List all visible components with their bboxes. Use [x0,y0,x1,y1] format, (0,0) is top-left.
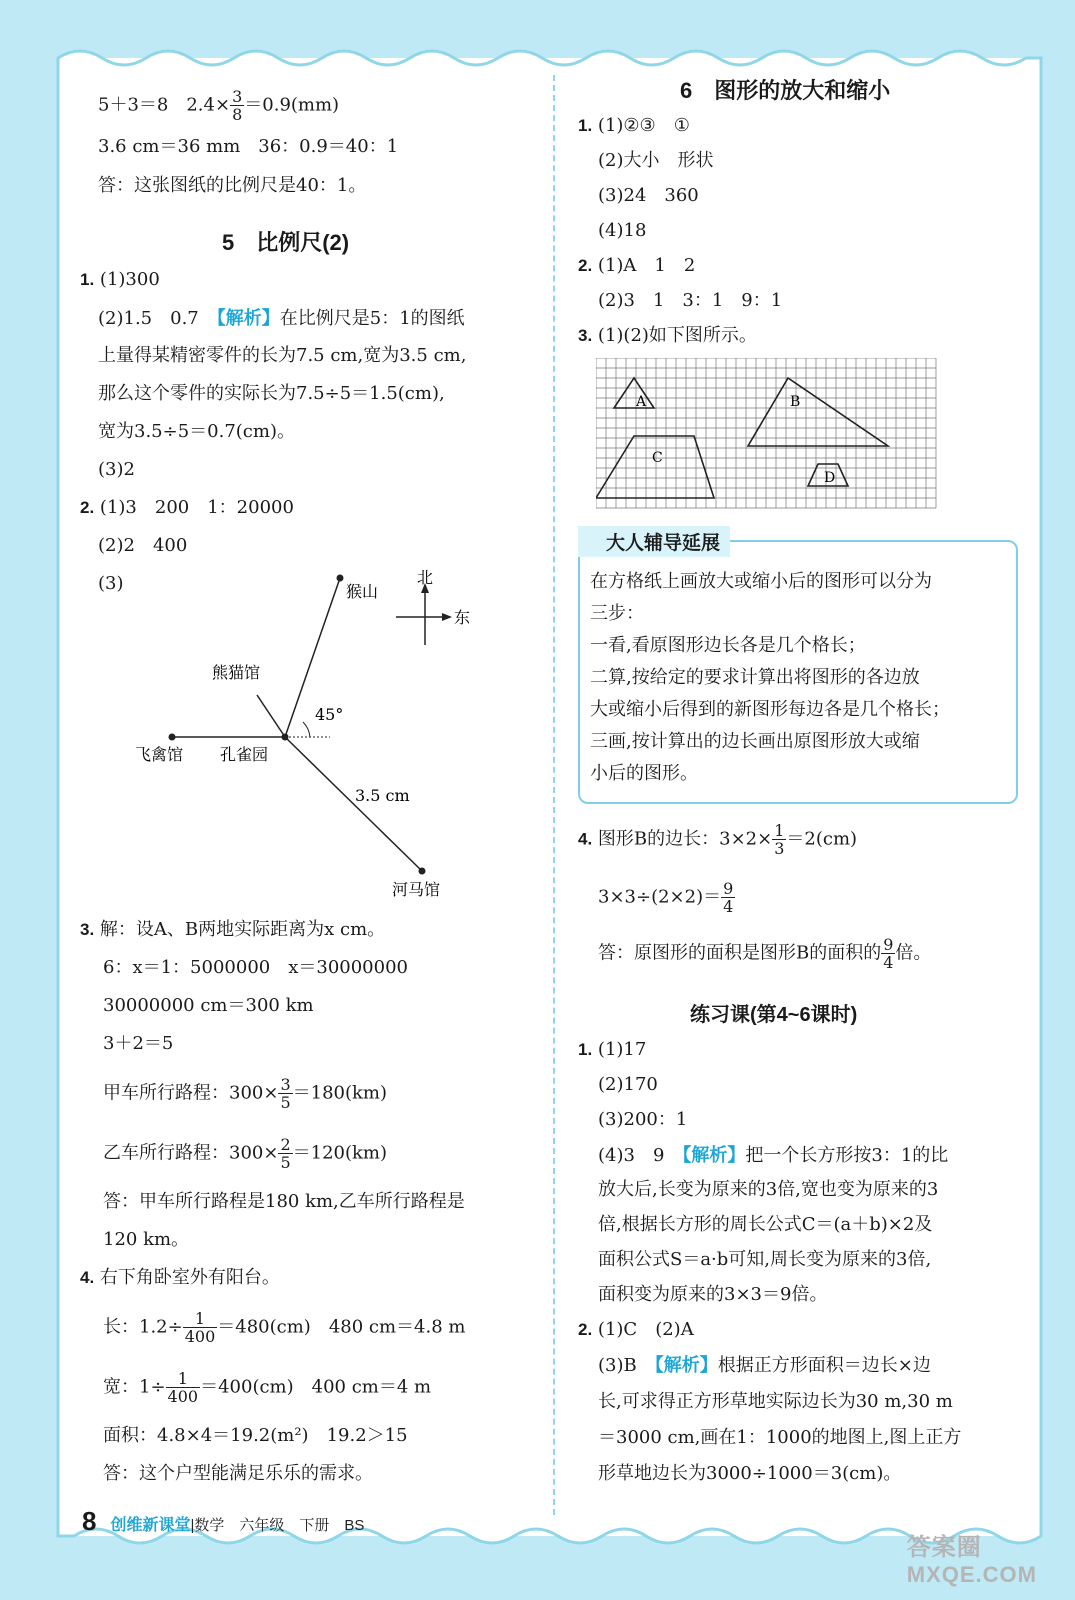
fraction [278,1136,292,1171]
houshan-point [337,575,344,582]
question-number: 1. [80,270,95,289]
feiqin-point [169,734,176,741]
denominator: 8 [232,105,243,124]
brand-name: 创维新课堂 [110,1517,191,1534]
analysis-tag: 【解析】 [216,308,280,328]
numerator: 1 [183,1310,218,1328]
answer-line [598,880,735,915]
grid-figure [596,358,942,516]
answer-line: (2)170 [598,1074,658,1095]
text: 长：1.2÷ [103,1316,183,1338]
watermark-text: 答案圈 [906,1534,982,1561]
shape-a-triangle [614,378,654,408]
denominator: 3 [774,839,785,858]
answer-line: 倍,根据长方形的周长公式C＝(a＋b)×2及 [598,1214,933,1235]
east-label: 东 [454,608,471,627]
denominator: 400 [184,1327,216,1346]
east-arrow-head [442,613,452,621]
answer-text: (4)3 9 [598,1145,683,1166]
text: ＝120(km) [292,1142,388,1164]
page-number: 8 [82,1506,97,1536]
numerator: 3 [232,87,243,106]
column-divider [553,75,555,1515]
answer-line [598,1355,931,1376]
question-number: 4. [80,1268,95,1287]
analysis-tag: 【解析】 [654,1355,718,1375]
north-label: 北 [417,568,434,587]
page-footer [82,1506,364,1537]
text: ＝480(cm) 480 cm＝4.8 m [217,1316,466,1338]
answer-line: 长,可求得正方形草地实际边长为30 m,30 m [598,1391,953,1412]
answer-text: (2)1.5 0.7 [98,308,217,329]
angle-label: 45° [315,705,344,724]
analysis-tag: 【解析】 [682,1145,746,1165]
text: 答：原图形的面积是图形B的面积的 [598,942,882,964]
answer-line: (3) [98,573,124,594]
text: 3×3÷(2×2)＝ [598,886,722,908]
answer-text: (1)17 [597,1039,647,1060]
tip-line: 二算,按给定的要求计算出将图形的各边放 [590,667,920,688]
answer-text: (1)300 [99,269,160,290]
answer-line: 3.6 cm＝36 mm 36：0.9＝40：1 [98,136,399,157]
book-info: |数学 六年级 下册 BS [190,1517,365,1534]
answer-text: 解：设A、B两地实际距离为x cm。 [99,919,386,940]
question-number: 2. [578,1320,593,1339]
numerator: 2 [280,1135,291,1154]
shape-d-label: D [824,470,836,486]
text: 宽：1÷ [103,1376,166,1398]
answer-line [598,936,931,971]
denominator: 4 [883,953,894,972]
question-1 [80,270,160,290]
feiqin-label: 飞禽馆 [135,745,184,764]
answer-line [103,1136,387,1171]
fraction [278,1076,292,1111]
tip-line: 一看,看原图形边长各是几个格长； [590,635,866,656]
question-2 [578,256,695,276]
answer-text: (1)(2)如下图所示。 [597,325,757,346]
answer-text: (1)②③ ① [597,115,690,136]
text: 图形B的边长：3×2× [597,828,773,850]
denominator: 4 [723,897,734,916]
answer-line: (4)18 [598,220,647,241]
answer-line: 面积变为原来的3×3＝9倍。 [598,1284,828,1305]
answer-line [598,1145,948,1166]
numerator: 3 [280,1075,291,1094]
answer-line: 那么这个零件的实际长为7.5÷5＝1.5(cm), [98,383,445,404]
xiongmao-label: 熊猫馆 [212,663,261,682]
denominator: 5 [280,1093,291,1112]
question-3 [80,920,385,940]
shape-a-label: A [636,394,647,410]
question-number: 4. [578,829,593,849]
numerator: 1 [774,821,785,840]
fraction [772,822,786,857]
practice-1 [578,1040,646,1060]
answer-line [103,1310,465,1345]
answer-text: (1)C (2)A [597,1319,694,1340]
answer-line [103,1370,431,1405]
text: 5＋3＝8 2.4× [98,94,231,116]
tip-title: 大人辅导延展 [578,526,730,557]
answer-line: (2)大小 形状 [598,150,714,171]
text: ＝0.9(mm) [244,94,340,116]
text: 乙车所行路程：300× [103,1142,279,1164]
houshan-label: 猴山 [346,582,379,601]
answer-text: (1)A 1 2 [597,255,696,276]
answer-line: 答：这个户型能满足乐乐的需求。 [103,1463,373,1484]
kongque-point [282,734,289,741]
question-number: 2. [80,498,95,517]
answer-line: 宽为3.5÷5＝0.7(cm)。 [98,421,295,442]
numerator: 9 [723,879,734,898]
practice-2 [578,1320,694,1340]
question-number: 3. [80,920,95,939]
tip-line: 三画,按计算出的边长画出原图形放大或缩 [590,731,920,752]
shape-c-label: C [652,450,663,466]
tip-line: 三步： [590,603,644,624]
answer-line: 答：甲车所行路程是180 km,乙车所行路程是 [103,1191,465,1212]
text: ＝2(cm) [786,828,858,850]
question-3 [578,326,757,346]
section-title: 5 比例尺(2) [222,230,350,255]
section-title: 6 图形的放大和缩小 [680,78,891,103]
watermark [907,1527,1037,1588]
answer-line [103,1076,387,1111]
question-2 [80,498,294,518]
text: 甲车所行路程：300× [103,1082,279,1104]
fraction [721,880,735,915]
question-number: 1. [578,116,593,135]
answer-line: (3)200：1 [598,1109,688,1130]
grid-lines [596,358,936,508]
answer-text: 右下角卧室外有阳台。 [99,1267,280,1288]
text: 倍。 [895,942,932,964]
numerator: 1 [166,1370,201,1388]
answer-line: 形草地边长为3000÷1000＝3(cm)。 [598,1463,902,1484]
answer-line: (3)24 360 [598,185,699,206]
answer-line: (3)2 [98,459,135,480]
answer-line: 6：x＝1：5000000 x＝30000000 [103,957,408,978]
tip-line: 小后的图形。 [590,763,698,784]
tip-line: 大或缩小后得到的新图形每边各是几个格长； [590,699,950,720]
numerator: 9 [883,935,894,954]
answer-text: 把一个长方形按3：1的比 [745,1145,949,1166]
denominator: 5 [280,1153,291,1172]
answer-text: 在比例尺是5：1的图纸 [279,308,465,329]
answer-line: (2)3 1 3：1 9：1 [598,290,783,311]
question-number: 3. [578,326,593,345]
question-4 [578,822,857,857]
answer-line: 120 km。 [103,1229,190,1250]
answer-line: 上量得某精密零件的长为7.5 cm,宽为3.5 cm, [98,345,467,366]
answer-line: (2)2 400 [98,535,188,556]
text: ＝400(cm) 400 cm＝4 m [200,1376,432,1398]
question-number: 1. [578,1040,593,1059]
path-to-xiongmao [257,695,285,737]
hema-point [419,868,426,875]
fraction [230,88,244,123]
answer-text: (1)3 200 1：20000 [99,497,294,518]
answer-line: 答：这张图纸的比例尺是40：1。 [98,175,367,196]
tip-line: 在方格纸上画放大或缩小后的图形可以分为 [590,571,932,592]
answer-line [98,88,339,123]
answer-line: 3＋2＝5 [103,1033,174,1054]
fraction [166,1370,201,1405]
answer-line: ＝3000 cm,画在1：1000的地图上,图上正方 [598,1427,962,1448]
question-4 [80,1268,280,1288]
answer-line: 面积：4.8×4＝19.2(m²) 19.2＞15 [103,1425,408,1446]
zoo-map-diagram [120,565,520,905]
answer-line [98,308,465,329]
kongque-label: 孔雀园 [220,745,269,764]
answer-line: 放大后,长变为原来的3倍,宽也变为原来的3 [598,1179,939,1200]
fraction [183,1310,218,1345]
distance-label: 3.5 cm [355,786,410,805]
denominator: 400 [167,1387,199,1406]
fraction [881,936,895,971]
watermark-url: MXQE.COM [906,1562,1037,1587]
answer-text: 根据正方形面积＝边长×边 [717,1355,931,1376]
answer-line: 30000000 cm＝300 km [103,995,314,1016]
answer-text: (3)B [598,1355,655,1376]
text: ＝180(km) [292,1082,388,1104]
answer-line: 面积公式S＝a·b可知,周长变为原来的3倍, [598,1249,932,1270]
angle-arc [303,722,310,737]
hema-label: 河马馆 [392,880,441,899]
question-1 [578,116,690,136]
practice-title: 练习课(第4~6课时) [690,1004,858,1026]
shape-b-label: B [790,394,801,410]
question-number: 2. [578,256,593,275]
